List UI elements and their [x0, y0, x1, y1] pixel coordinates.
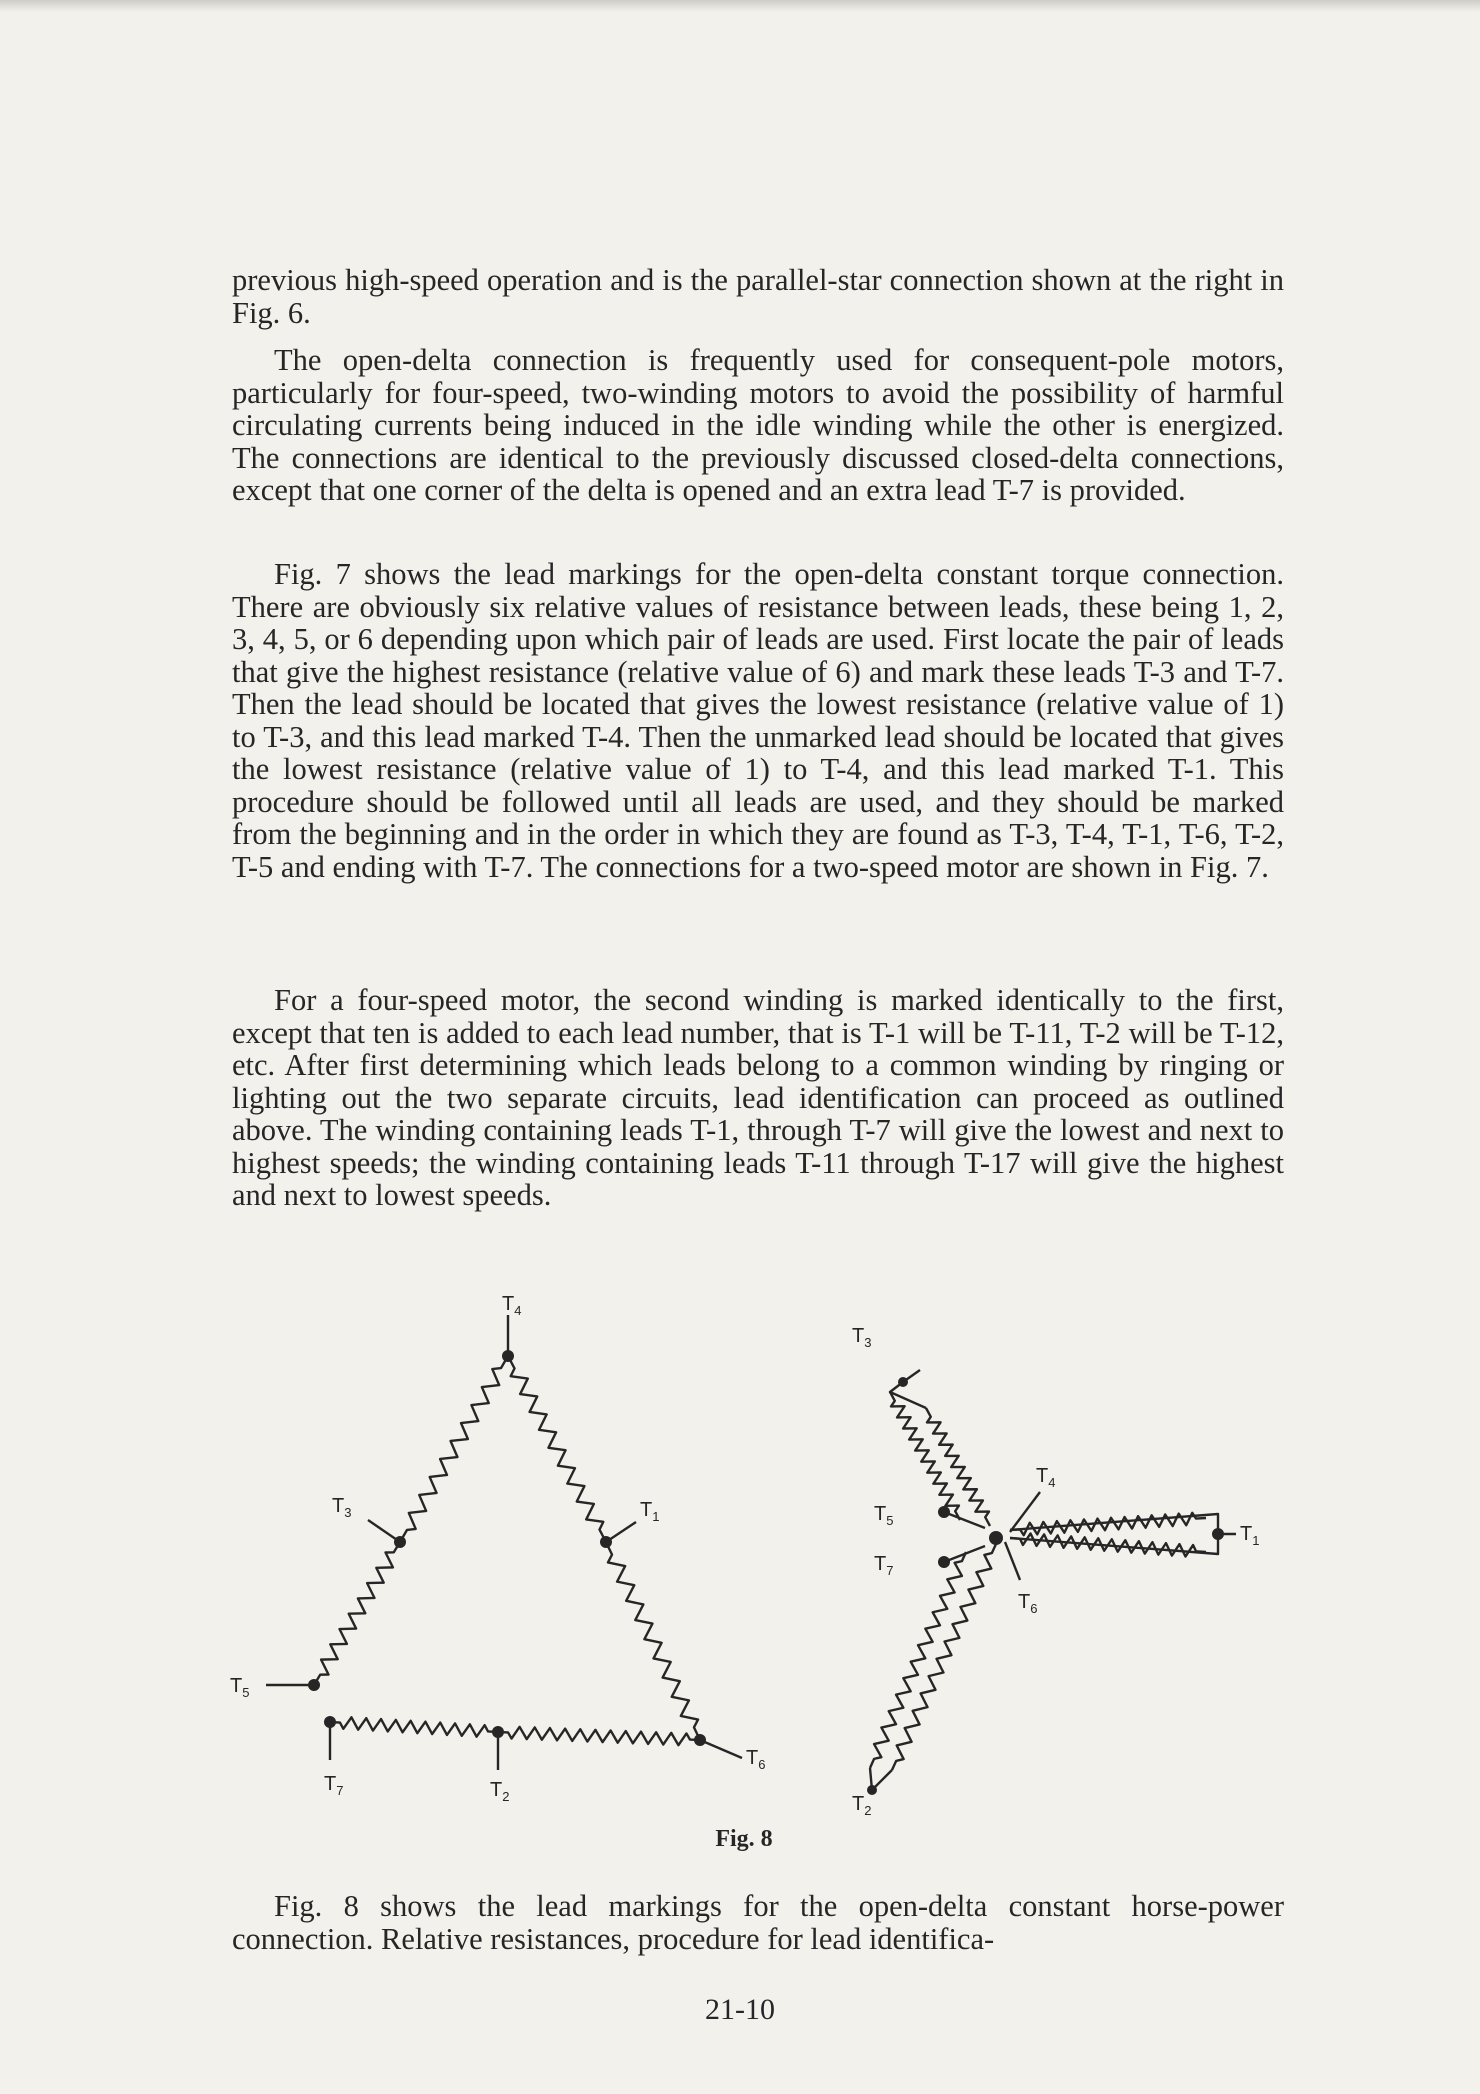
label-star-t5: $T_5$	[874, 1503, 894, 1528]
paragraph-fig7	[232, 558, 1284, 883]
label-delta-t5: $T_5$	[230, 1675, 250, 1700]
paragraph-3-text: Fig. 7 shows the lead markings for the open-delta constant torque connection. There are obviously six relative values of resistance between leads, these being 1, 2, 3, 4, 5, or 6 depending upon which pair of leads are used. First locate the pair of leads that give the highest resistance (relative value of 6) and mark these leads T-3 and T-7. Then the lead should be located that gives the lowest resistance (relative value of 1) to T-3, and this lead marked T-4. Then the unmarked lead should be located that gives the lowest resistance (relative value of 1) to T-4, and this lead marked T-1. This procedure should be followed until all leads are used, and they should be marked from the beginning and in the order in which they are found as T-3, T-4, T-1, T-6, T-2, T-5 and ending with T-7. The connections for a two-speed motor are shown in Fig. 7.	[232, 557, 1284, 884]
junction-dot-t2	[492, 1726, 504, 1738]
label-star-t1: $T_1$	[1240, 1523, 1260, 1548]
paragraph-4-text: For a four-speed motor, the second winding is marked identically to the first, except that ten is added to each lead number, that is T-1 will be T-11, T-2 will be T-12, etc. After first determining which leads belong to a common winding by ringing or lighting out the two separate circuits, lead identification can proceed as outlined above. The winding containing leads T-1, through T-7 will give the lowest and next to highest speeds; the winding containing leads T-11 through T-17 will give the highest and next to lowest speeds.	[232, 983, 1284, 1212]
junction-dot-t3	[394, 1536, 406, 1548]
lead-wire-star-t6	[1005, 1542, 1020, 1580]
label-star-t4: $T_4$	[1036, 1465, 1056, 1490]
star-coil-lower-outer	[870, 1552, 966, 1768]
lead-wire-star-t4	[1010, 1492, 1040, 1532]
junction-dot-star-t7	[938, 1556, 950, 1568]
junction-dots	[308, 1350, 1224, 1795]
coil-left-lower	[314, 1542, 400, 1685]
label-delta-t7: $T_7$	[324, 1773, 344, 1798]
figure-caption: Fig. 8	[715, 1826, 773, 1852]
paragraph-four-speed	[232, 984, 1284, 1212]
junction-dot-star-center	[989, 1531, 1003, 1545]
junction-dot-t6	[694, 1734, 706, 1746]
label-delta-t3: $T_3$	[332, 1495, 352, 1520]
open-delta-diagram	[266, 1315, 742, 1770]
label-star-t7: $T_7$	[874, 1553, 894, 1578]
paragraph-2-text: The open-delta connection is frequently used for consequent-pole motors, particularly for four-speed, two-winding motors to avoid the possibility of harmful circulating currents being induced in the idle winding while the other is energized. The connections are identical to the previously discussed closed-delta connections, except that one corner of the delta is opened and an extra lead T-7 is provided.	[232, 343, 1284, 507]
star-coil-lower-inner	[892, 1544, 996, 1770]
lead-wire-t6	[700, 1740, 742, 1758]
coil-bottom-right	[498, 1727, 700, 1745]
lead-wire-star-t5	[944, 1512, 985, 1528]
star-loop-top-left	[890, 1382, 926, 1408]
label-delta-t2: $T_2$	[490, 1779, 510, 1804]
label-delta-t6: $T_6$	[746, 1747, 766, 1772]
junction-dot-star-t5	[938, 1506, 950, 1518]
page-number: 21-10	[705, 1993, 775, 2026]
paragraph-1-text: previous high-speed operation and is the parallel-star connection shown at the right in Fig. 6.	[232, 263, 1284, 330]
figure-8	[0, 1270, 1480, 1870]
coil-left-upper	[400, 1356, 508, 1542]
lead-wire-star-t7	[944, 1546, 985, 1562]
parallel-star-diagram	[870, 1370, 1236, 1790]
junction-dot-star-t1	[1212, 1528, 1224, 1540]
junction-dot-star-t2	[867, 1785, 877, 1795]
junction-dot-star-t3	[898, 1377, 908, 1387]
paragraph-open-delta	[232, 344, 1284, 507]
label-star-t3: $T_3$	[852, 1325, 872, 1350]
label-delta-t4: $T_4$	[502, 1293, 522, 1318]
paragraph-5-text: Fig. 8 shows the lead markings for the open-delta constant horse-power connection. Relative resistances, procedure for lead identifica-	[232, 1889, 1284, 1956]
label-star-t6: $T_6$	[1018, 1591, 1038, 1616]
paragraph-continuation	[232, 264, 1284, 329]
paragraph-fig8	[232, 1890, 1284, 1955]
junction-dot-t1	[600, 1536, 612, 1548]
coil-bottom-left	[330, 1717, 498, 1736]
figure-8-diagram	[0, 1270, 1480, 1870]
label-star-t2: $T_2$	[852, 1793, 872, 1818]
junction-dot-t7	[324, 1716, 336, 1728]
junction-dot-t4	[502, 1350, 514, 1362]
page-top-edge	[0, 0, 1480, 12]
coil-right-lower	[606, 1542, 700, 1740]
label-delta-t1: $T_1$	[640, 1499, 660, 1524]
junction-dot-t5	[308, 1679, 320, 1691]
coil-right-upper	[508, 1356, 606, 1542]
